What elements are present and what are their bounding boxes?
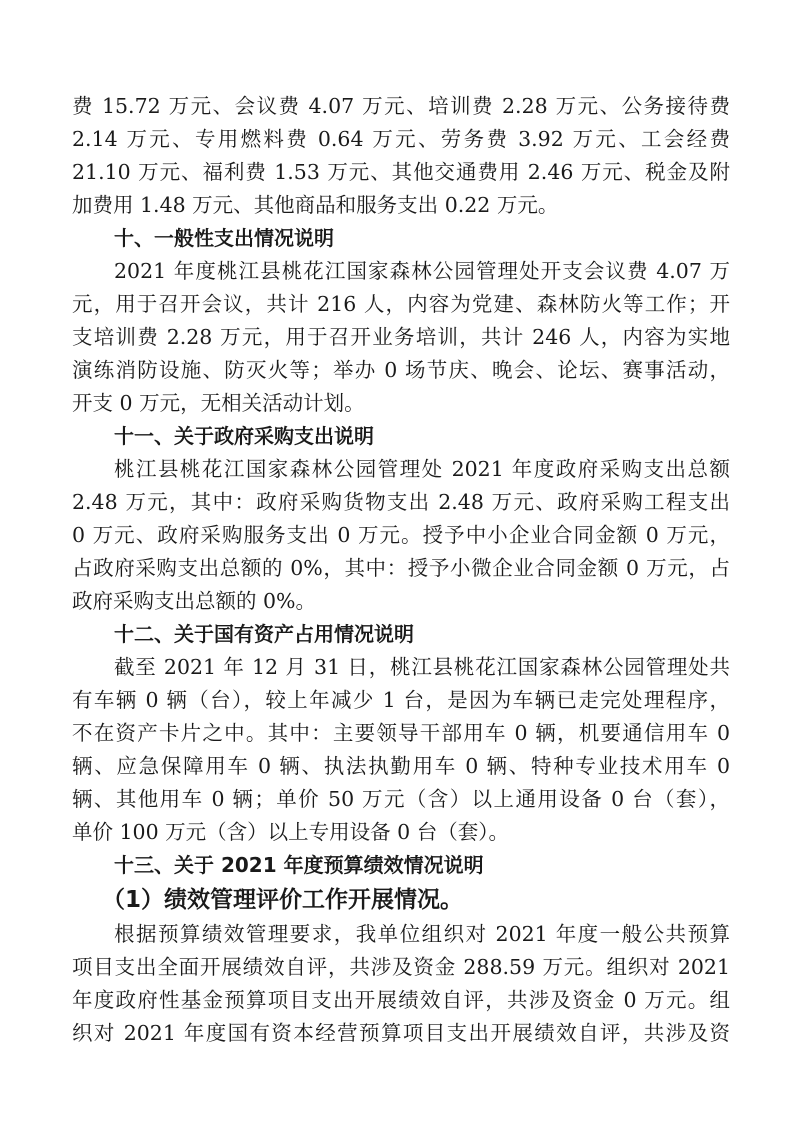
section-heading-12: 十二、关于国有资产占用情况说明: [114, 622, 414, 646]
text-line: 0 万元、政府采购服务支出 0 万元。授予中小企业合同金额 0 万元，: [72, 523, 730, 547]
paragraph-state-assets: [72, 651, 730, 849]
text-line: 2021 年度桃江县桃花江国家森林公园管理处开支会议费 4.07 万: [114, 259, 730, 283]
text-line: 有车辆 0 辆（台），较上年减少 1 台，是因为车辆已走完处理程序，: [72, 688, 730, 712]
text-line: 截至 2021 年 12 月 31 日，桃江县桃花江国家森林公园管理处共: [114, 655, 730, 679]
text-line: 2.14 万元、专用燃料费 0.64 万元、劳务费 3.92 万元、工会经费: [72, 127, 730, 151]
text-line: 不在资产卡片之中。其中：主要领导干部用车 0 辆，机要通信用车 0: [72, 721, 730, 745]
text-line: 21.10 万元、福利费 1.53 万元、其他交通费用 2.46 万元、税金及附: [72, 160, 730, 184]
text-line: 织对 2021 年度国有资本经营预算项目支出开展绩效自评，共涉及资: [72, 1021, 730, 1045]
text-line: 单价 100 万元（含）以上专用设备 0 台（套）。: [72, 820, 509, 844]
text-line: 费 15.72 万元、会议费 4.07 万元、培训费 2.28 万元、公务接待费: [72, 94, 730, 118]
text-line: 开支 0 万元，无相关活动计划。: [72, 391, 365, 415]
section-heading-11: 十一、关于政府采购支出说明: [114, 424, 374, 448]
text-line: 演练消防设施、防灭火等；举办 0 场节庆、晚会、论坛、赛事活动，: [72, 358, 730, 382]
text-line: 桃江县桃花江国家森林公园管理处 2021 年度政府采购支出总额: [114, 457, 730, 481]
text-line: 元，用于召开会议，共计 216 人，内容为党建、森林防火等工作；开: [72, 292, 730, 316]
paragraph-general-expenditure: [72, 255, 730, 420]
section-heading-10: 十、一般性支出情况说明: [114, 226, 334, 250]
text-line: 政府采购支出总额的 0%。: [72, 589, 317, 613]
text-line: 支培训费 2.28 万元，用于召开业务培训，共计 246 人，内容为实地: [72, 325, 730, 349]
text-line: 项目支出全面开展绩效自评，共涉及资金 288.59 万元。组织对 2021: [72, 955, 730, 979]
document-page: [72, 90, 730, 1050]
section-heading-13: 十三、关于 2021 年度预算绩效情况说明: [114, 853, 484, 877]
text-line: 根据预算绩效管理要求，我单位组织对 2021 年度一般公共预算: [114, 922, 730, 946]
text-line: 辆、其他用车 0 辆；单价 50 万元（含）以上通用设备 0 台（套），: [72, 787, 730, 811]
text-line: 年度政府性基金预算项目支出开展绩效自评，共涉及资金 0 万元。组: [72, 988, 730, 1012]
paragraph-procurement: [72, 453, 730, 618]
subsection-heading-13-1: （1）绩效管理评价工作开展情况。: [102, 887, 464, 913]
text-line: 2.48 万元，其中：政府采购货物支出 2.48 万元、政府采购工程支出: [72, 490, 730, 514]
paragraph-performance: [72, 918, 730, 1050]
text-line: 加费用 1.48 万元、其他商品和服务支出 0.22 万元。: [72, 193, 559, 217]
text-line: 占政府采购支出总额的 0%，其中：授予小微企业合同金额 0 万元，占: [72, 556, 730, 580]
paragraph-expense-breakdown: [72, 90, 730, 222]
text-line: 辆、应急保障用车 0 辆、执法执勤用车 0 辆、特种专业技术用车 0: [72, 754, 730, 778]
